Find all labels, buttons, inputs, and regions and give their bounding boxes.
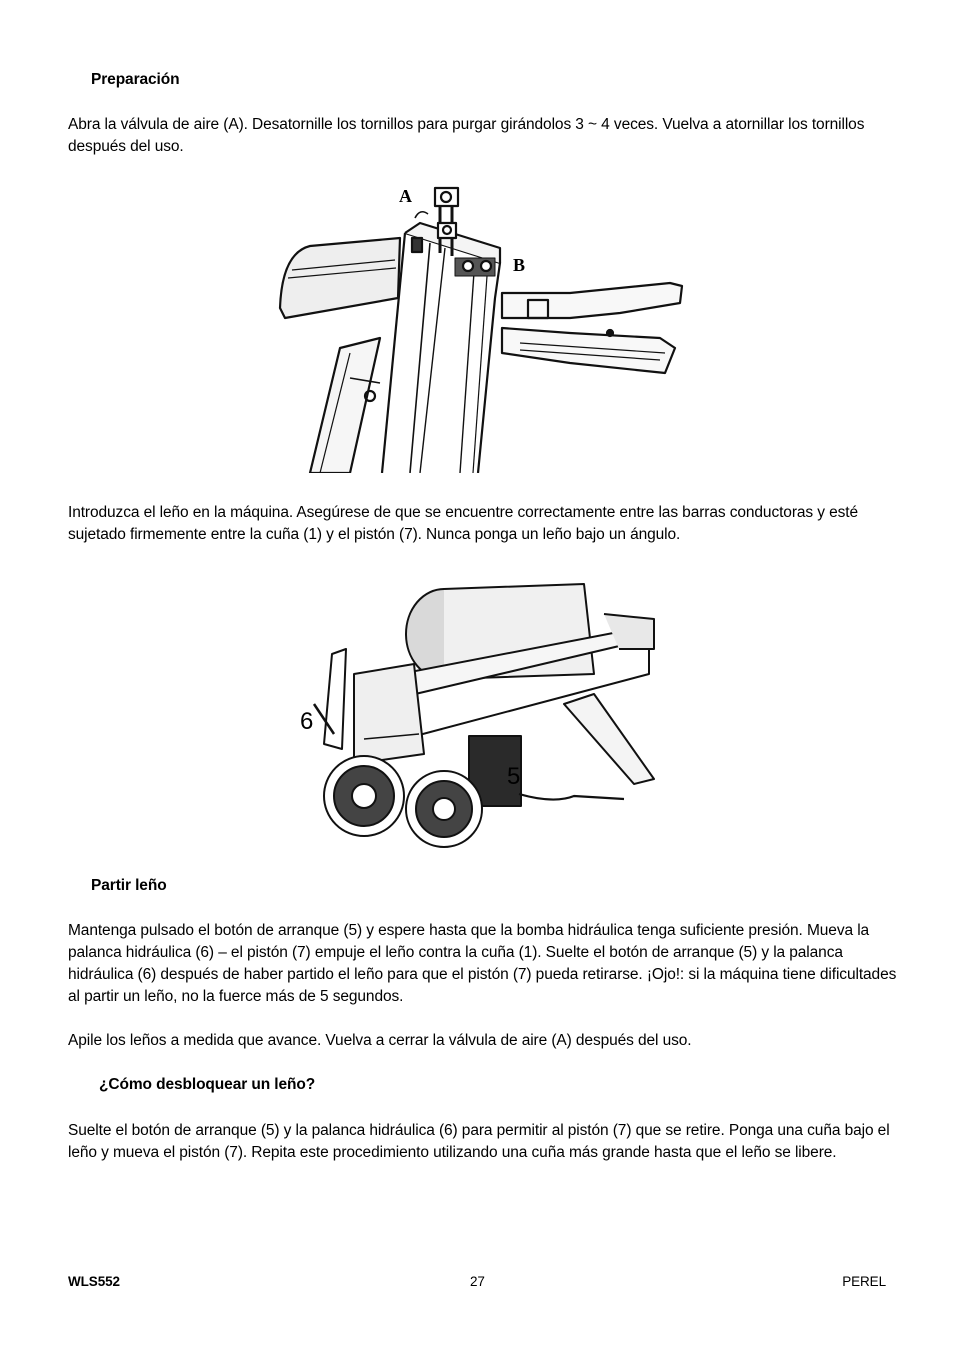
figure-air-valve [270, 178, 685, 473]
label-5: 5 [507, 763, 521, 790]
figure-log-splitter [294, 564, 662, 854]
log-splitter-illustration [294, 564, 662, 854]
footer-model: WLS552 [68, 1274, 120, 1289]
paragraph-partir-1: Mantenga pulsado el botón de arranque (5) y espere hasta que la bomba hidráulica tenga suficiente presión. Mueva la palanca hidráulica (6) – el pistón (7) empuje el leño contra la cuña (1). Suelte el botón de arranque (5) y la palanca hidráulica (6) después de haber partido el leño para que el pistón (7) pueda retirarse. ¡Ojo!: si la máquina tiene dificultades al partir un leño, no la fuerce más de 5 segundos. [68, 922, 897, 1005]
heading-desbloquear: ¿Cómo desbloquear un leño? [99, 1076, 316, 1093]
paragraph-desbloquear: Suelte el botón de arranque (5) y la palanca hidráulica (6) para permitir al pistón (7) que se retire. Ponga una cuña bajo el leño y mueva el pistón (7). Repita este procedimiento utilizando una cuña más grande hasta que el leño se libere. [68, 1122, 890, 1161]
heading-preparacion: Preparación [91, 71, 180, 88]
footer-page-number: 27 [470, 1274, 485, 1289]
footer-brand: PEREL [842, 1274, 886, 1289]
label-b: B [513, 255, 525, 275]
air-valve-illustration [270, 178, 685, 473]
label-6: 6 [300, 708, 314, 735]
paragraph-partir-2: Apile los leños a medida que avance. Vuelva a cerrar la válvula de aire (A) después del uso. [68, 1032, 692, 1049]
label-a: A [399, 186, 412, 206]
heading-partir: Partir leño [91, 877, 167, 894]
paragraph-preparacion: Abra la válvula de aire (A). Desatornille los tornillos para purgar girándolos 3 ~ 4 veces. Vuelva a atornillar los tornillos después del uso. [68, 116, 865, 155]
paragraph-introduzca: Introduzca el leño en la máquina. Asegúrese de que se encuentre correctamente entre las barras conductoras y esté sujetado firmemente entre la cuña (1) y el pistón (7). Nunca ponga un leño bajo un ángulo. [68, 504, 859, 543]
